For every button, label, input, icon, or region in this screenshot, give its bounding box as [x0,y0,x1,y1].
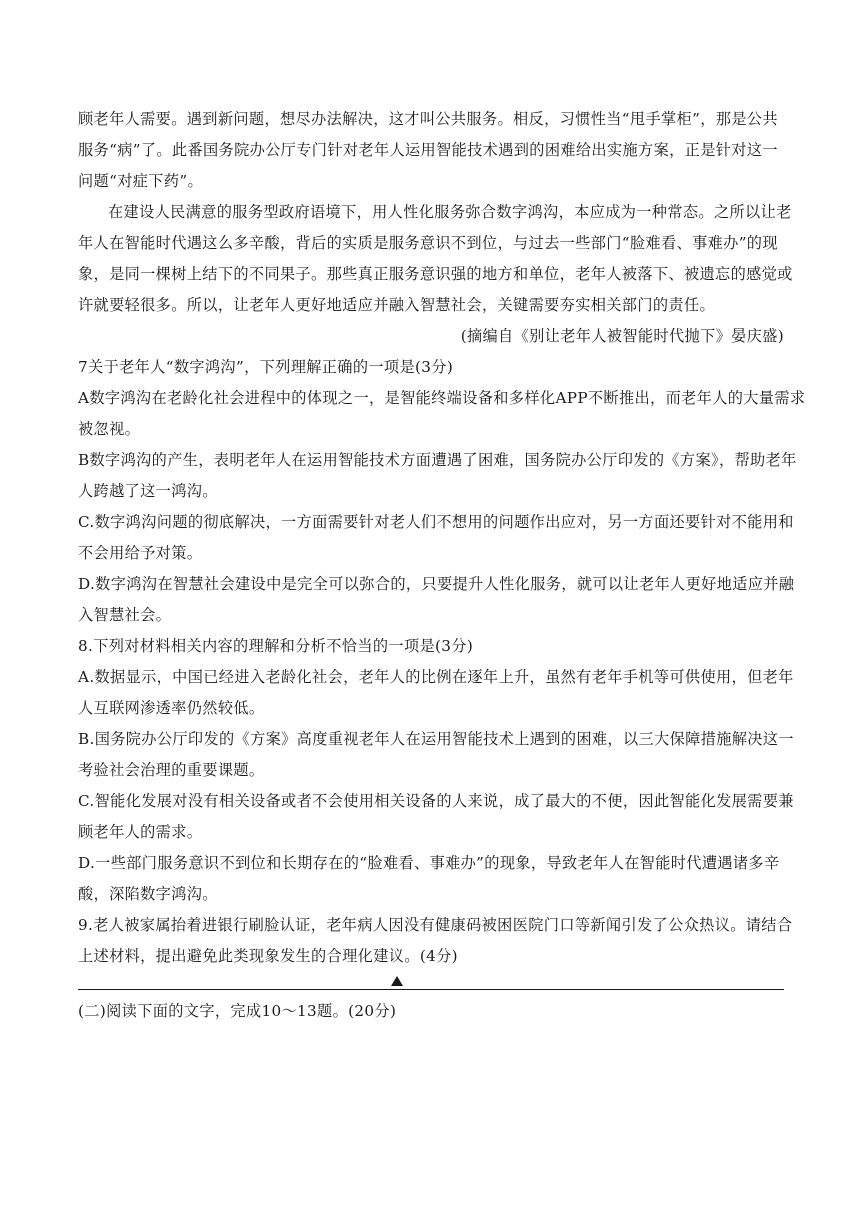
text-line: 许就要轻很多。所以，让老年人更好地适应并融入智慧社会，关键需要夯实相关部门的责任。 [78,296,716,314]
option-line: A数字鸿沟在老龄化社会进程中的体现之一，是智能终端设备和多样化APP不断推出，而老年人的大量需求 [78,389,806,407]
question-8 [78,631,794,910]
section-heading: (二)阅读下面的文字，完成10～13题。(20分) [78,1002,397,1020]
passage-paragraph-1 [78,104,784,197]
option-line: D.一些部门服务意识不到位和长期存在的“脸难看、事难办”的现象，导致老年人在智能时代遭遇诸多辛 [78,854,780,872]
option-b [78,445,797,507]
option-a [78,662,794,724]
text-line: 在建设人民满意的服务型政府语境下，用人性化服务弥合数字鸿沟，本应成为一种常态。之所以让老 [108,203,792,221]
answer-line-divider [78,989,784,990]
option-line: 考验社会治理的重要课题。 [78,761,265,779]
document-page [78,104,806,1027]
text-line: 问题“对症下药”。 [78,172,203,190]
option-d [78,569,795,631]
option-line: A.数据显示，中国已经进入老龄化社会，老年人的比例在逐年上升，虽然有老年手机等可供使用，但老年 [78,668,794,686]
option-line: B数字鸿沟的产生，表明老年人在运用智能技术方面遭遇了困难，国务院办公厅印发的《方案》，帮助老年 [78,451,797,469]
triangle-marker-icon [391,976,403,986]
option-line: 顾老年人的需求。 [78,823,203,841]
option-line: 入智慧社会。 [78,606,172,624]
passage-paragraph-2 [78,197,793,321]
answer-area [78,976,784,996]
option-d [78,848,784,910]
option-line: 不会用给予对策。 [78,544,203,562]
question-7 [78,352,806,631]
option-b [78,724,794,786]
option-line: C.智能化发展对没有相关设备或者不会使用相关设备的人来说，成了最大的不便，因此智能化发展需要兼 [78,792,794,810]
text-line: 年人在智能时代遇这么多辛酸，背后的实质是服务意识不到位，与过去一些部门“脸难看、事难办”的现 [78,234,778,252]
text-line: 服务“病”了。此番国务院办公厅专门针对老年人运用智能技术遇到的困难给出实施方案，正是针对这一 [78,141,778,159]
question-stem: 7关于老年人“数字鸿沟”，下列理解正确的一项是(3分) [78,358,454,376]
question-line: 9.老人被家属抬着进银行刷脸认证，老年病人因没有健康码被困医院门口等新闻引发了公众热议。请结合 [78,916,793,934]
question-stem: 8.下列对材料相关内容的理解和分析不恰当的一项是(3分) [78,637,474,655]
option-line: C.数字鸿沟问题的彻底解决，一方面需要针对老人们不想用的问题作出应对，另一方面还要针对不能用和 [78,513,794,531]
option-line: 被忽视。 [78,420,141,438]
option-line: 人跨越了这一鸿沟。 [78,482,218,500]
option-c [78,786,794,848]
option-line: 人互联网渗透率仍然较低。 [78,699,265,717]
text-line: 顾老年人需要。遇到新问题，想尽办法解决，这才叫公共服务。相反，习惯性当“甩手掌柜”，那是公共 [78,110,778,128]
question-line: 上述材料，提出避免此类现象发生的合理化建议。(4分) [78,947,458,965]
question-9 [78,910,793,972]
option-line: 酸，深陷数字鸿沟。 [78,885,218,903]
option-c [78,507,794,569]
option-line: D.数字鸿沟在智慧社会建设中是完全可以弥合的，只要提升人性化服务，就可以让老年人更好地适应并融 [78,575,795,593]
text-line: 象，是同一棵树上结下的不同果子。那些真正服务意识强的地方和单位，老年人被落下、被遗忘的感觉或 [78,265,793,283]
option-line: B.国务院办公厅印发的《方案》高度重视老年人在运用智能技术上遇到的困难，以三大保障措施解决这一 [78,730,794,748]
option-a [78,383,806,445]
source-citation: (摘编自《别让老年人被智能时代抛下》晏庆盛) [460,327,784,345]
